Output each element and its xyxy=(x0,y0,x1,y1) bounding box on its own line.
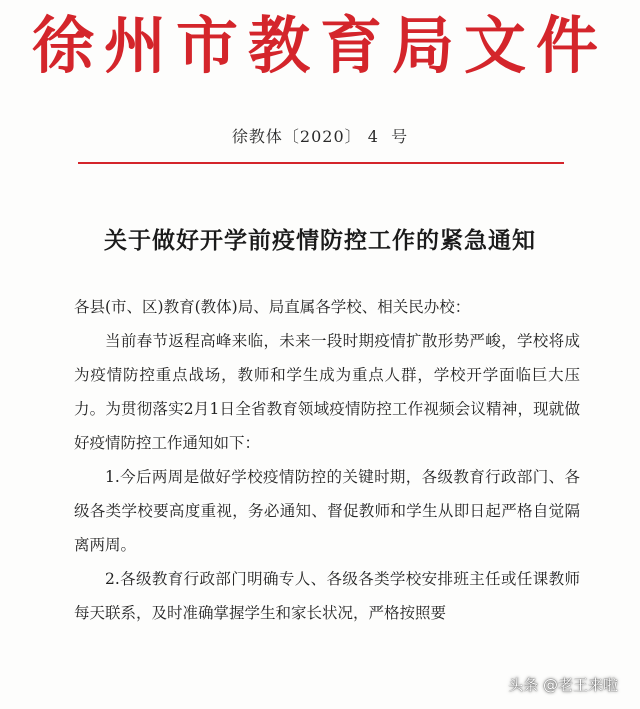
red-divider-line xyxy=(78,162,564,164)
source-watermark: 头条 @老王来啦 xyxy=(508,676,618,694)
body-paragraph-intro: 当前春节返程高峰来临，未来一段时期疫情扩散形势严峻，学校将成为疫情防控重点战场，教师和学生成为重点人群，学校开学面临巨大压力。为贯彻落实2月1日全省教育领域疫情防控工作视频会议精神，现就做好疫情防控工作通知如下： xyxy=(74,332,580,452)
notice-title: 关于做好开学前疫情防控工作的紧急通知 xyxy=(104,227,536,254)
document-header-title: 徐州市教育局文件 xyxy=(31,9,608,82)
notice-body xyxy=(74,290,580,630)
body-paragraph-item-2: 2.各级教育行政部门明确专人、各级各类学校安排班主任或任课教师每天联系，及时准确掌握学生和家长状况，严格按照要 xyxy=(74,570,580,622)
document-number: 徐教体〔2020〕 4 号 xyxy=(231,127,409,146)
salutation: 各县(市、区)教育(教体)局、局直属各学校、相关民办校： xyxy=(74,298,471,316)
body-paragraph-item-1: 1.今后两周是做好学校疫情防控的关键时期，各级教育行政部门、各级各类学校要高度重视，务必通知、督促教师和学生从即日起严格自觉隔离两周。 xyxy=(74,468,580,554)
